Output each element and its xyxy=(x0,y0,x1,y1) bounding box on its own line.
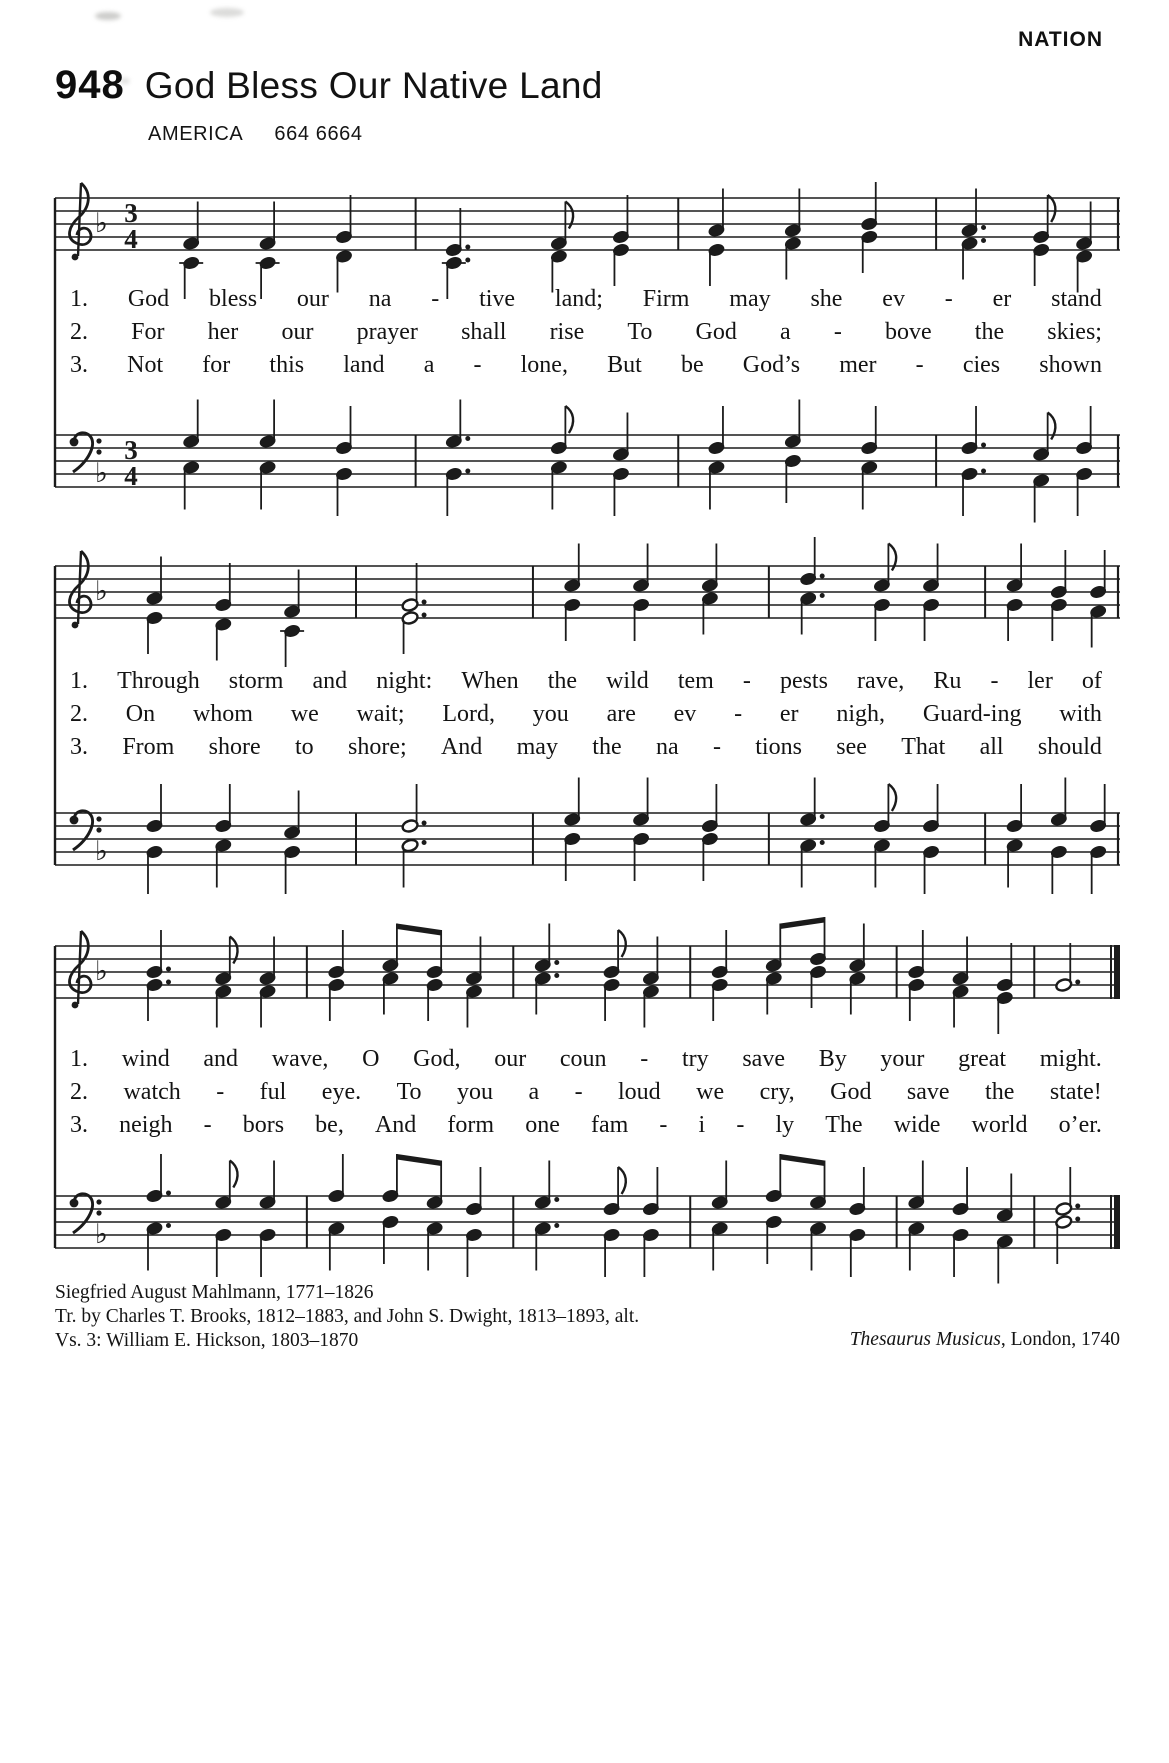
bass-clef-dot xyxy=(96,438,101,443)
augmentation-dot xyxy=(422,600,427,605)
tune-meter: 664 6664 xyxy=(274,123,363,145)
lyric-syllable: be xyxy=(680,352,704,378)
lyric-syllable: God’s xyxy=(742,352,801,378)
lyric-hyphen: - xyxy=(473,352,482,378)
lyric-syllable: her xyxy=(207,319,239,345)
lyric-syllable: For xyxy=(131,319,165,345)
lyric-syllable: 1. xyxy=(70,668,88,694)
lyric-syllable: And xyxy=(440,734,483,760)
lyric-syllable: form xyxy=(447,1112,495,1138)
lyric-hyphen: - xyxy=(833,319,842,345)
augmentation-dot xyxy=(166,1191,171,1196)
augmentation-dot xyxy=(981,469,986,474)
translation-credit: Tr. by Charles T. Brooks, 1812–1883, and John S. Dwight, 1813–1893, alt. xyxy=(55,1306,640,1327)
flat-sign: ♭ xyxy=(95,207,108,239)
lyric-syllable: your xyxy=(880,1046,925,1072)
lyric-hyphen: - xyxy=(915,352,924,378)
time-signature: 4 xyxy=(124,224,138,254)
lyric-syllable: ly xyxy=(775,1112,795,1138)
lyric-syllable: pests xyxy=(779,668,828,694)
bass-clef-dot xyxy=(96,816,101,821)
lyric-hyphen: - xyxy=(203,1112,212,1138)
lyric-syllable: To xyxy=(396,1079,422,1105)
lyric-syllable: cies xyxy=(962,352,1001,378)
lyric-syllable: neigh xyxy=(119,1112,173,1138)
augmentation-dot xyxy=(820,840,825,845)
source-credit xyxy=(850,1329,1120,1351)
augmentation-dot xyxy=(554,960,559,965)
verse-line-2 xyxy=(70,1079,1102,1112)
lyric-syllable: God, xyxy=(413,1046,461,1072)
verse-line-3 xyxy=(70,1112,1102,1145)
lyric-syllable: na xyxy=(368,286,392,312)
lyric-syllable: coun xyxy=(559,1046,607,1072)
title-line xyxy=(55,63,603,108)
lyric-syllable: watch xyxy=(123,1079,181,1105)
lyric-syllable: lone, xyxy=(520,352,568,378)
lyric-syllable: mer xyxy=(839,352,877,378)
lyric-hyphen: - xyxy=(736,1112,745,1138)
lyric-syllable: the xyxy=(547,668,578,694)
lyric-syllable: shown xyxy=(1039,352,1102,378)
lyric-syllable: Firm xyxy=(642,286,690,312)
verse-line-2 xyxy=(70,319,1102,352)
lyric-syllable: you xyxy=(457,1079,493,1105)
lyric-syllable: this xyxy=(269,352,305,378)
verse-line-3 xyxy=(70,352,1102,385)
lyric-syllable: By xyxy=(818,1046,847,1072)
lyric-syllable: the xyxy=(592,734,622,760)
lyric-hyphen: - xyxy=(640,1046,649,1072)
lyric-syllable: try xyxy=(681,1046,709,1072)
lyric-syllable: world xyxy=(971,1112,1028,1138)
flat-sign: ♭ xyxy=(95,1218,108,1250)
lyric-syllable: great xyxy=(958,1046,1007,1072)
verse-line-3 xyxy=(70,734,1102,767)
lyric-syllable: 3. xyxy=(70,734,88,760)
flat-sign: ♭ xyxy=(95,457,108,489)
lyric-hyphen: - xyxy=(734,701,743,727)
lyric-syllable: our xyxy=(494,1046,527,1072)
lyric-syllable: be, xyxy=(315,1112,344,1138)
augmentation-dot xyxy=(554,1197,559,1202)
lyric-syllable: our xyxy=(281,319,314,345)
augmentation-dot xyxy=(465,469,470,474)
augmentation-dot xyxy=(981,238,986,243)
bass-clef-icon xyxy=(73,811,93,850)
lyric-syllable: our xyxy=(296,286,329,312)
lyric-syllable: rave, xyxy=(857,668,905,694)
lyric-syllable: and xyxy=(312,668,348,694)
lyric-syllable: When xyxy=(461,668,519,694)
verse3-credit: Vs. 3: William E. Hickson, 1803–1870 xyxy=(55,1330,359,1351)
lyric-syllable: The xyxy=(825,1112,863,1138)
lyric-hyphen: - xyxy=(216,1079,225,1105)
lyric-syllable: bless xyxy=(209,286,258,312)
lyric-syllable: tive xyxy=(479,286,516,312)
lyric-syllable: whom xyxy=(192,701,253,727)
bass-clef-icon xyxy=(73,1194,93,1233)
lyric-syllable: wait; xyxy=(356,701,405,727)
eighth-flag xyxy=(565,406,573,433)
lyric-syllable: Guard-ing xyxy=(922,701,1022,727)
lyrics-system-1 xyxy=(70,286,1102,385)
beam xyxy=(397,1154,441,1166)
augmentation-dot xyxy=(981,443,986,448)
lyric-syllable: o’er. xyxy=(1058,1112,1102,1138)
lyric-syllable: That xyxy=(901,734,946,760)
flat-sign: ♭ xyxy=(95,575,108,607)
lyric-hyphen: - xyxy=(712,734,721,760)
lyric-syllable: shall xyxy=(461,319,507,345)
augmentation-dot xyxy=(465,245,470,250)
lyric-syllable: i xyxy=(698,1112,706,1138)
lyric-syllable: bove xyxy=(884,319,932,345)
lyric-syllable: To xyxy=(627,319,653,345)
lyric-syllable: and xyxy=(203,1046,239,1072)
lyric-syllable: save xyxy=(906,1079,950,1105)
augmentation-dot xyxy=(422,821,427,826)
section-label: NATION xyxy=(1018,28,1103,51)
augmentation-dot xyxy=(820,593,825,598)
page-title: God Bless Our Native Land xyxy=(144,65,603,106)
bass-clef-dot xyxy=(96,1210,101,1215)
lyric-syllable: ler xyxy=(1027,668,1053,694)
lyric-syllable: wide xyxy=(893,1112,941,1138)
hymn-number: 948 xyxy=(55,63,125,107)
lyric-syllable: land; xyxy=(554,286,603,312)
eighth-flag xyxy=(230,1161,238,1188)
lyric-hyphen: - xyxy=(574,1079,583,1105)
augmentation-dot xyxy=(1075,1204,1080,1209)
lyric-syllable: bors xyxy=(242,1112,285,1138)
time-signature: 3 xyxy=(124,435,138,465)
lyric-syllable: wind xyxy=(121,1046,170,1072)
augmentation-dot xyxy=(1075,1217,1080,1222)
lyric-syllable: the xyxy=(985,1079,1015,1105)
lyric-syllable: er xyxy=(992,286,1012,312)
lyric-syllable: Lord, xyxy=(442,701,495,727)
lyric-syllable: rise xyxy=(549,319,585,345)
source-detail: , London, 1740 xyxy=(1000,1329,1120,1350)
eighth-flag xyxy=(618,1167,626,1194)
lyric-syllable: see xyxy=(836,734,867,760)
lyric-syllable: she xyxy=(810,286,843,312)
lyric-syllable: a xyxy=(528,1079,540,1105)
verse-line-1 xyxy=(70,1046,1102,1079)
lyric-syllable: to xyxy=(294,734,314,760)
bass-clef-dot xyxy=(96,827,101,832)
lyric-syllable: we xyxy=(290,701,319,727)
eighth-flag xyxy=(618,930,626,957)
tune-line xyxy=(148,123,363,146)
lyric-syllable: ev xyxy=(882,286,905,312)
lyric-syllable: God xyxy=(830,1079,872,1105)
beam xyxy=(780,917,824,929)
augmentation-dot xyxy=(166,1223,171,1228)
credits-block xyxy=(55,1281,639,1353)
lyrics-system-2 xyxy=(70,668,1102,767)
lyric-syllable: stand xyxy=(1051,286,1102,312)
lyric-syllable: tem xyxy=(677,668,714,694)
lyric-syllable: Not xyxy=(127,352,164,378)
lyric-syllable: all xyxy=(979,734,1004,760)
lyric-syllable: 3. xyxy=(70,352,88,378)
lyric-syllable: er xyxy=(779,701,799,727)
lyric-syllable: na xyxy=(655,734,679,760)
lyric-hyphen: - xyxy=(990,668,999,694)
augmentation-dot xyxy=(465,436,470,441)
lyric-syllable: a xyxy=(780,319,791,345)
lyric-syllable: On xyxy=(125,701,156,727)
augmentation-dot xyxy=(422,613,427,618)
lyric-syllable: are xyxy=(606,701,636,727)
lyric-syllable: ful xyxy=(259,1079,287,1105)
lyric-syllable: tions xyxy=(755,734,802,760)
lyric-syllable: night: xyxy=(376,668,433,694)
lyric-syllable: 1. xyxy=(70,286,88,312)
flat-sign: ♭ xyxy=(95,835,108,867)
scan-artifact xyxy=(210,8,244,17)
lyric-syllable: skies; xyxy=(1047,319,1102,345)
lyric-syllable: storm xyxy=(228,668,284,694)
lyric-syllable: And xyxy=(374,1112,417,1138)
treble-clef-icon xyxy=(72,254,79,261)
lyric-syllable: God xyxy=(127,286,170,312)
lyric-hyphen: - xyxy=(659,1112,668,1138)
lyric-hyphen: - xyxy=(742,668,751,694)
lyric-syllable: the xyxy=(974,319,1005,345)
lyric-syllable: 2. xyxy=(70,1079,88,1105)
lyric-syllable: wild xyxy=(606,668,649,694)
flat-sign: ♭ xyxy=(95,955,108,987)
augmentation-dot xyxy=(166,967,171,972)
lyric-syllable: a xyxy=(423,352,435,378)
lyric-syllable: you xyxy=(532,701,569,727)
lyric-syllable: Through xyxy=(117,668,200,694)
bass-clef-icon xyxy=(73,433,93,472)
augmentation-dot xyxy=(554,973,559,978)
lyric-syllable: nigh, xyxy=(836,701,886,727)
lyric-syllable: ev xyxy=(673,701,697,727)
lyric-syllable: shore; xyxy=(347,734,407,760)
verse-line-1 xyxy=(70,286,1102,319)
lyric-syllable: one xyxy=(525,1112,560,1138)
lyric-syllable: But xyxy=(607,352,642,378)
scan-artifact xyxy=(95,12,121,20)
lyric-syllable: may xyxy=(516,734,558,760)
lyric-hyphen: - xyxy=(944,286,953,312)
lyric-syllable: 1. xyxy=(70,1046,88,1072)
lyric-hyphen: - xyxy=(431,286,440,312)
lyric-syllable: for xyxy=(202,352,231,378)
lyric-syllable: From xyxy=(122,734,175,760)
beam xyxy=(397,924,441,936)
lyric-syllable: land xyxy=(343,352,385,378)
augmentation-dot xyxy=(554,1223,559,1228)
augmentation-dot xyxy=(1075,980,1080,985)
lyric-syllable: prayer xyxy=(356,319,418,345)
augmentation-dot xyxy=(465,258,470,263)
lyric-syllable: state! xyxy=(1049,1079,1102,1105)
lyric-syllable: we xyxy=(696,1079,725,1105)
bass-clef-dot xyxy=(96,1199,101,1204)
lyric-syllable: fam xyxy=(590,1112,629,1138)
augmentation-dot xyxy=(820,814,825,819)
lyric-syllable: 3. xyxy=(70,1112,88,1138)
treble-clef-icon xyxy=(72,622,79,629)
lyric-syllable: should xyxy=(1037,734,1102,760)
lyrics-system-3 xyxy=(70,1046,1102,1145)
lyric-syllable: God xyxy=(695,319,737,345)
lyric-syllable: with xyxy=(1059,701,1102,727)
augmentation-dot xyxy=(820,574,825,579)
lyric-syllable: shore xyxy=(208,734,261,760)
augmentation-dot xyxy=(422,840,427,845)
lyric-syllable: eye. xyxy=(321,1079,362,1105)
augmentation-dot xyxy=(166,980,171,985)
lyric-syllable: loud xyxy=(618,1079,661,1105)
source-title: Thesaurus Musicus xyxy=(849,1329,1001,1350)
tune-name: AMERICA xyxy=(148,123,243,145)
lyric-syllable: might. xyxy=(1039,1046,1102,1072)
lyric-syllable: 2. xyxy=(70,701,88,727)
bass-clef-dot xyxy=(96,449,101,454)
treble-clef-icon xyxy=(72,1002,79,1009)
verse-line-2 xyxy=(70,701,1102,734)
beam xyxy=(780,1154,824,1166)
lyric-syllable: save xyxy=(742,1046,785,1072)
lyric-syllable: Ru xyxy=(933,668,962,694)
author-credit: Siegfried August Mahlmann, 1771–1826 xyxy=(55,1282,374,1303)
verse-line-1 xyxy=(70,668,1102,701)
lyric-syllable: 2. xyxy=(70,319,88,345)
augmentation-dot xyxy=(981,225,986,230)
lyric-syllable: wave, xyxy=(271,1046,329,1072)
lyric-syllable: O xyxy=(362,1046,380,1072)
eighth-flag xyxy=(888,784,896,811)
lyric-syllable: may xyxy=(729,286,771,312)
time-signature: 4 xyxy=(124,461,138,491)
lyric-syllable: of xyxy=(1081,668,1102,694)
lyric-syllable: cry, xyxy=(759,1079,795,1105)
eighth-flag xyxy=(1048,195,1056,222)
time-signature: 3 xyxy=(124,198,138,228)
